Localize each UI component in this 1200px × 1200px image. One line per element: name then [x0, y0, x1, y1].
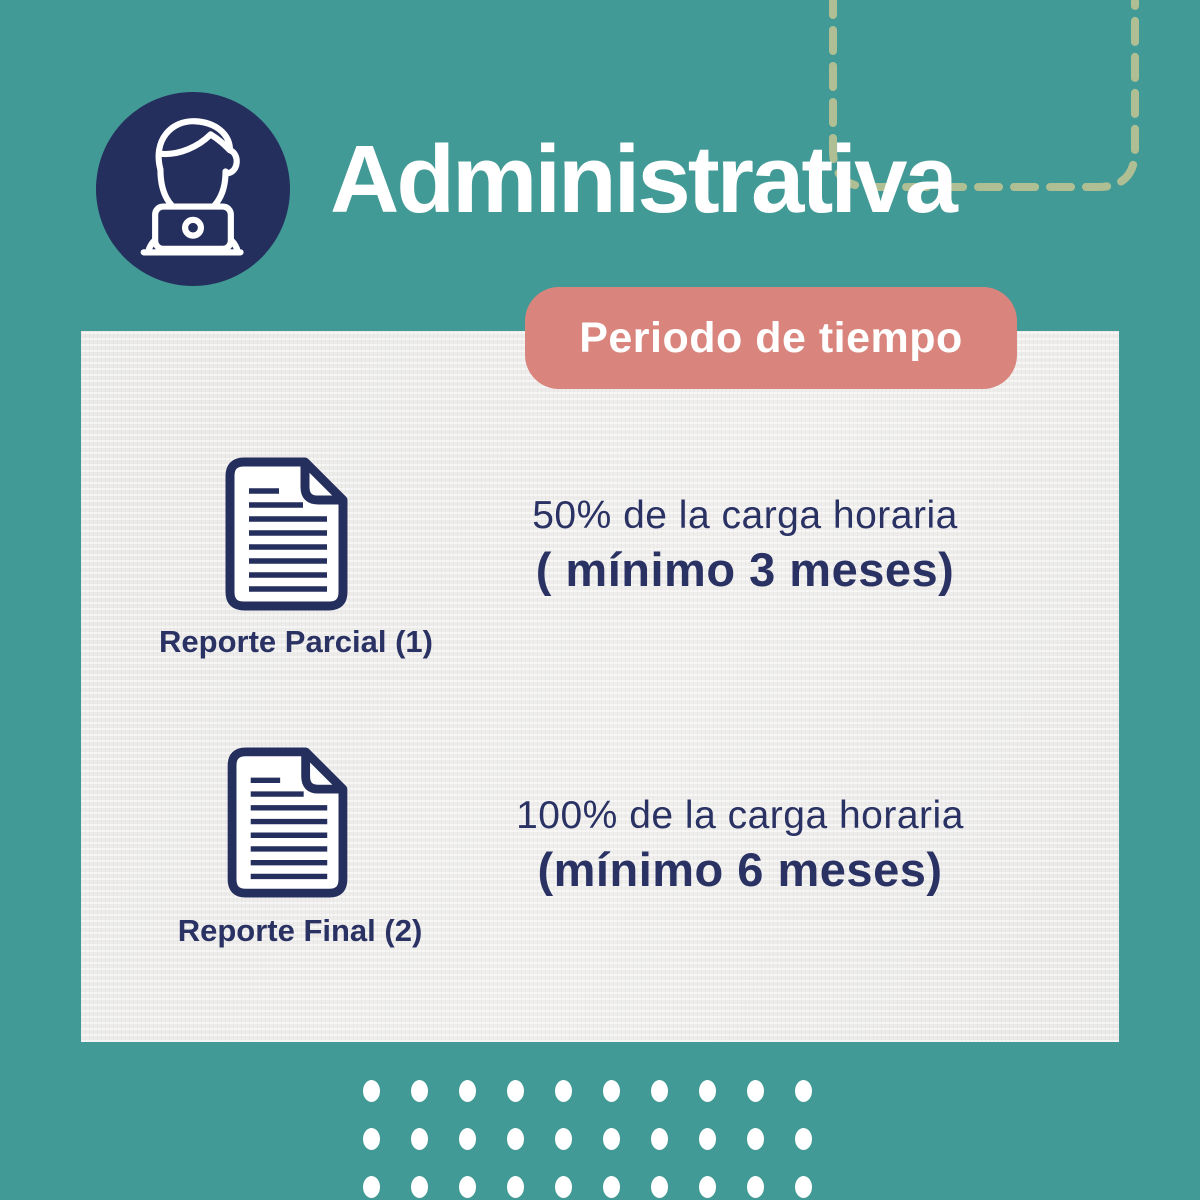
time-period-badge: [525, 287, 1017, 389]
dot: [555, 1176, 572, 1198]
person-at-laptop-icon: [105, 101, 281, 277]
page-title: Administrativa: [330, 126, 955, 233]
detail-line-emphasis: (mínimo 6 meses): [537, 843, 943, 896]
time-period-badge-label: Periodo de tiempo: [579, 313, 963, 362]
dot: [651, 1128, 668, 1150]
report-detail: [480, 794, 1000, 897]
detail-line-emphasis: ( mínimo 3 meses): [535, 543, 955, 596]
dot: [459, 1128, 476, 1150]
dot: [459, 1176, 476, 1198]
report-label: Reporte Parcial (1): [159, 624, 433, 659]
dot: [363, 1080, 380, 1102]
dot: [651, 1176, 668, 1198]
dot: [507, 1128, 524, 1150]
header-avatar-badge: [96, 92, 290, 286]
dot: [747, 1128, 764, 1150]
dot: [411, 1080, 428, 1102]
dot: [747, 1080, 764, 1102]
report-label: Reporte Final (2): [177, 913, 423, 948]
dot: [795, 1080, 812, 1102]
dot: [507, 1080, 524, 1102]
dot: [699, 1128, 716, 1150]
dot: [795, 1176, 812, 1198]
dot: [603, 1176, 620, 1198]
dot: [795, 1128, 812, 1150]
dot: [363, 1176, 380, 1198]
detail-line-primary: 50% de la carga horaria: [532, 494, 958, 537]
dot: [699, 1080, 716, 1102]
dot: [411, 1128, 428, 1150]
dot: [507, 1176, 524, 1198]
detail-line-primary: 100% de la carga horaria: [516, 794, 964, 837]
report-detail: [485, 494, 1005, 597]
dot: [651, 1080, 668, 1102]
dot: [603, 1128, 620, 1150]
dot: [363, 1128, 380, 1150]
document-icon: [225, 745, 350, 900]
dot: [747, 1176, 764, 1198]
dot: [555, 1080, 572, 1102]
document-icon: [223, 455, 350, 613]
dot: [555, 1128, 572, 1150]
dot: [699, 1176, 716, 1198]
dot: [411, 1176, 428, 1198]
dot: [459, 1080, 476, 1102]
dot: [603, 1080, 620, 1102]
